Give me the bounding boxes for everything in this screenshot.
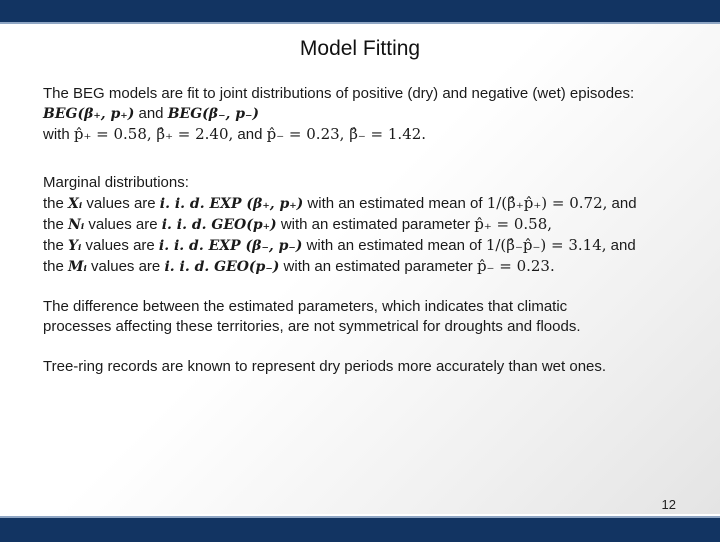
models-and: and bbox=[134, 105, 168, 122]
n-distribution: 𝒊. 𝒊. 𝒅. 𝑮𝑬𝑶(𝒑₊) bbox=[161, 217, 277, 233]
n-post: with an estimated parameter bbox=[276, 216, 475, 233]
estimates-with: with bbox=[43, 126, 74, 143]
n-mid: values are bbox=[84, 216, 162, 233]
tree-ring-line: Tree-ring records are known to represent dry periods more accurately than wet ones. bbox=[43, 358, 607, 375]
y-pre: the bbox=[43, 237, 69, 254]
x-mid: values are bbox=[82, 195, 160, 212]
x-post: with an estimated mean of bbox=[303, 195, 487, 212]
marginal-m-line bbox=[43, 256, 693, 277]
m-post: with an estimated parameter bbox=[279, 258, 477, 275]
marginal-x-line bbox=[43, 193, 693, 214]
models-line bbox=[43, 104, 693, 124]
marginal-n-line bbox=[43, 214, 693, 235]
y-mid: values are bbox=[81, 237, 159, 254]
model-positive: 𝑩𝑬𝑮(𝜷₊, 𝒑₊) bbox=[43, 106, 135, 122]
model-negative: 𝑩𝑬𝑮(𝜷₋, 𝒑₋) bbox=[167, 106, 260, 122]
n-value: p̂₊ = 0.58, bbox=[474, 215, 553, 233]
n-pre: the bbox=[43, 216, 69, 233]
y-post: with an estimated mean of bbox=[302, 237, 486, 254]
estimates-line bbox=[43, 124, 693, 145]
m-distribution: 𝒊. 𝒊. 𝒅. 𝑮𝑬𝑶(𝒑₋) bbox=[164, 259, 280, 275]
y-end: and bbox=[606, 237, 636, 254]
m-value: p̂₋ = 0.23. bbox=[476, 257, 555, 275]
estimates-and: and bbox=[233, 126, 267, 143]
m-pre: the bbox=[43, 258, 69, 275]
marginal-y-line bbox=[43, 235, 693, 256]
x-end: and bbox=[607, 195, 637, 212]
m-variable: 𝑴ᵢ bbox=[68, 259, 87, 275]
top-header-bar bbox=[0, 0, 720, 24]
page-number: 12 bbox=[661, 497, 676, 512]
y-distribution: 𝒊. 𝒊. 𝒅. 𝑬𝑿𝑷 (𝜷₋, 𝒑₋) bbox=[158, 238, 303, 254]
intro-line: The BEG models are fit to joint distributions of positive (dry) and negative (wet) episodes: bbox=[43, 85, 635, 102]
n-variable: 𝑵ᵢ bbox=[68, 217, 85, 233]
difference-line-1: The difference between the estimated parameters, which indicates that climatic bbox=[43, 298, 568, 315]
marginal-heading: Marginal distributions: bbox=[43, 174, 189, 191]
estimates-positive: p̂₊ = 0.58, β̂₊ = 2.40, bbox=[73, 125, 234, 143]
slide-title: Model Fitting bbox=[299, 37, 421, 60]
estimates-negative: p̂₋ = 0.23, β̂₋ = 1.42. bbox=[266, 125, 427, 143]
x-pre: the bbox=[43, 195, 69, 212]
y-variable: 𝒀ᵢ bbox=[68, 238, 82, 254]
bottom-footer-bar bbox=[0, 516, 720, 542]
slide-body bbox=[43, 84, 693, 377]
m-mid: values are bbox=[86, 258, 165, 275]
x-variable: 𝑿ᵢ bbox=[68, 196, 83, 212]
difference-line-2: processes affecting these territories, are not symmetrical for droughts and floods. bbox=[43, 318, 581, 335]
y-value: 1/(β̂₋p̂₋) = 3.14, bbox=[485, 236, 607, 254]
x-distribution: 𝒊. 𝒊. 𝒅. 𝑬𝑿𝑷 (𝜷₊, 𝒑₊) bbox=[159, 196, 304, 212]
x-value: 1/(β̂₊p̂₊) = 0.72, bbox=[486, 194, 608, 212]
